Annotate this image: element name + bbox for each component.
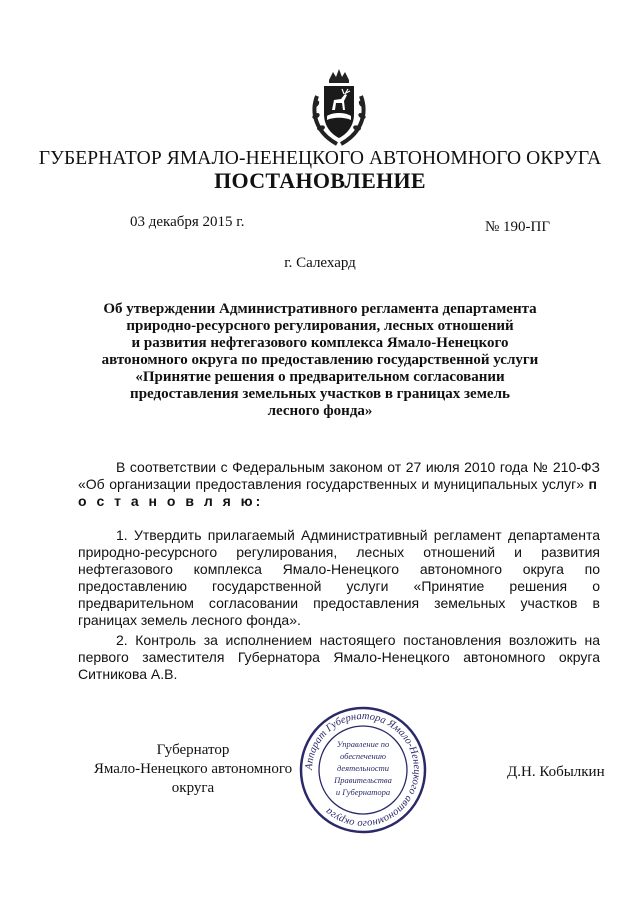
decree-word: п о с т а н о в л я ю:	[78, 476, 600, 509]
document-date: 03 декабря 2015 г.	[130, 214, 245, 230]
preamble-text: В соответствии с Федеральным законом от 27 июля 2010 года № 210-ФЗ «Об организации предоставления государственных и муниципальных услуг»	[78, 459, 600, 492]
document-city: г. Салехард	[284, 255, 356, 271]
preamble-paragraph	[78, 459, 600, 510]
subject-line: природно-ресурсного регулирования, лесных отношений	[126, 318, 514, 334]
subject-line: Об утверждении Административного регламента департамента	[103, 301, 537, 317]
subject-line: автономного округа по предоставлению государственной услуги	[101, 352, 539, 368]
position-line: Ямало-Ненецкого автономного округа	[93, 761, 293, 796]
document-number: № 190-ПГ	[485, 219, 551, 235]
subject-line: и развития нефтегазового комплекса Ямало-Ненецкого	[131, 335, 509, 351]
governor-title: ГУБЕРНАТОР ЯМАЛО-НЕНЕЦКОГО АВТОНОМНОГО ОКРУГА	[38, 148, 602, 169]
position-line: Губернатор	[156, 742, 230, 758]
signatory-position	[78, 741, 308, 798]
subject-line: «Принятие решения о предварительном согласовании	[135, 369, 505, 385]
document-subject	[70, 301, 570, 420]
stamp-ring-text: Аппарат Губернатора Ямало-Ненецкого автономного округа	[303, 710, 423, 830]
stamp-center-line: и Губернатора	[335, 787, 391, 797]
subject-line: лесного фонда»	[267, 403, 373, 419]
stamp-center-line: Управление по	[336, 739, 390, 749]
subject-line: предоставления земельных участков в границах земель	[130, 386, 510, 402]
signatory-name: Д.Н. Кобылкин	[507, 764, 605, 780]
stamp-center-line: деятельности	[336, 763, 390, 773]
official-stamp	[298, 705, 428, 835]
item-2-paragraph: 2. Контроль за исполнением настоящего постановления возложить на первого заместителя Губернатора Ямало-Ненецкого автономного округа Ситникова А.В.	[78, 632, 600, 682]
document-type: ПОСТАНОВЛЕНИЕ	[214, 168, 426, 193]
stamp-center-line: обеспечению	[339, 751, 387, 761]
stamp-center-line: Правительства	[334, 775, 392, 785]
coat-of-arms-icon	[307, 66, 371, 148]
item-1-paragraph: 1. Утвердить прилагаемый Административный регламент департамента природно-ресурсного регулирования, лесных отношений и развития нефтегазового комплекса Ямало-Ненецкого автономного округа по предоставлению государственной услуги «Принятие решения о предварительном согласовании предоставления земельных участков в границах земель лесного фонда».	[78, 527, 600, 628]
